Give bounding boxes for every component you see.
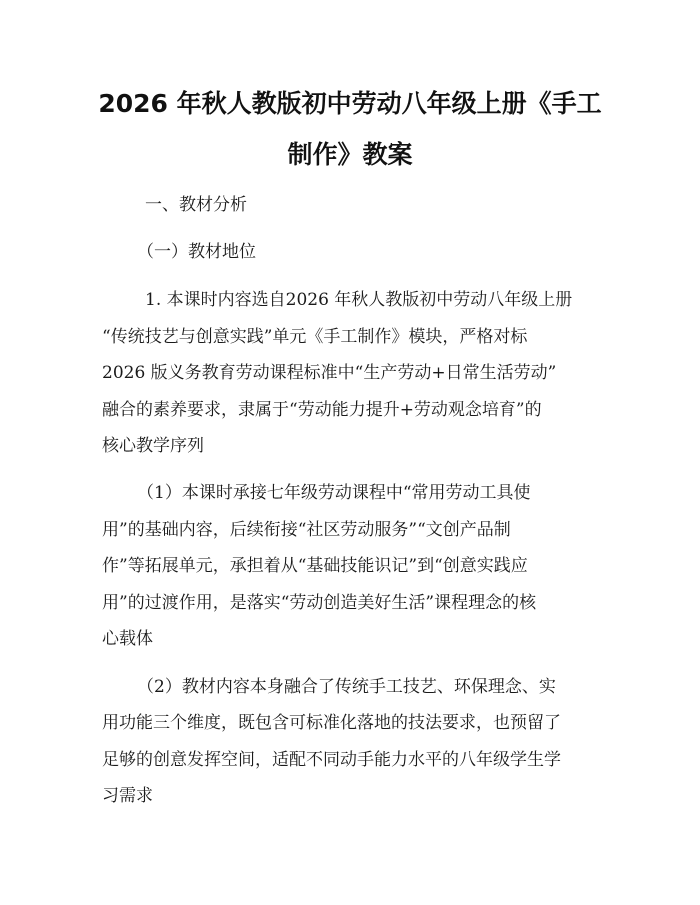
paragraph-1-line-1: 1. 本课时内容选自2026 年秋人教版初中劳动八年级上册 bbox=[145, 290, 573, 310]
paragraph-3-line-4: 习需求 bbox=[102, 786, 153, 806]
paragraph-2-line-2: 用”的基础内容，后续衔接“社区劳动服务”“文创产品制 bbox=[102, 520, 511, 540]
document-title bbox=[95, 78, 605, 180]
paragraph-2-line-4: 用”的过渡作用，是落实“劳动创造美好生活”课程理念的核 bbox=[102, 593, 537, 613]
paragraph-3-line-3: 足够的创意发挥空间，适配不同动手能力水平的八年级学生学 bbox=[102, 750, 561, 770]
document-title-line-1: 2026 年秋人教版初中劳动八年级上册《手工 bbox=[98, 89, 602, 118]
paragraph-2-line-5: 心载体 bbox=[102, 629, 153, 649]
section-heading-teaching-material-analysis: 一、教材分析 bbox=[145, 195, 247, 215]
subsection-heading-material-position: （一）教材地位 bbox=[137, 242, 256, 262]
paragraph-1-line-3: 2026 版义务教育劳动课程标准中“生产劳动+日常生活劳动” bbox=[102, 363, 557, 383]
paragraph-1-line-4: 融合的素养要求，隶属于“劳动能力提升+劳动观念培育”的 bbox=[102, 400, 542, 420]
document-title-line-2: 制作》教案 bbox=[287, 140, 413, 169]
paragraph-2-line-3: 作”等拓展单元，承担着从“基础技能识记”到“创意实践应 bbox=[102, 556, 528, 576]
paragraph-1-line-5: 核心教学序列 bbox=[102, 436, 204, 456]
paragraph-3-line-2: 用功能三个维度，既包含可标准化落地的技法要求，也预留了 bbox=[102, 713, 561, 733]
paragraph-1-line-2: “传统技艺与创意实践”单元《手工制作》模块，严格对标 bbox=[102, 327, 528, 347]
paragraph-2-line-1: （1）本课时承接七年级劳动课程中“常用劳动工具使 bbox=[137, 483, 531, 503]
paragraph-3-line-1: （2）教材内容本身融合了传统手工技艺、环保理念、实 bbox=[137, 677, 556, 697]
